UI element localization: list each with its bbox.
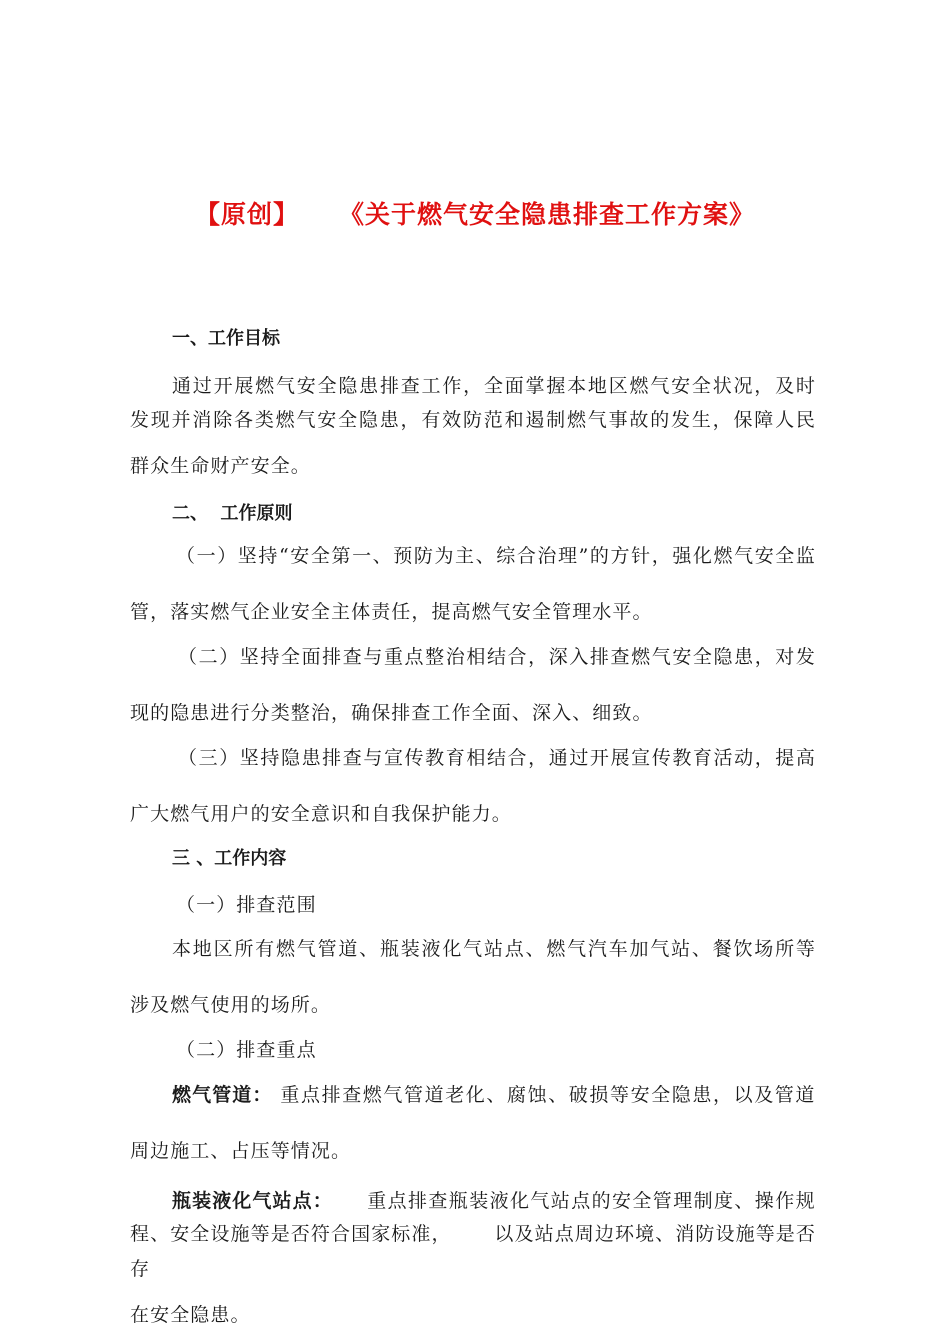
paragraph-line: 存	[130, 1258, 151, 1280]
paragraph-line: 涉及燃气使用的场所。	[130, 994, 332, 1016]
paragraph-line: 管，落实燃气企业安全主体责任，提高燃气安全管理水平。	[130, 601, 653, 623]
document-title	[0, 195, 950, 231]
paragraph-line: 广大燃气用户的安全意识和自我保护能力。	[130, 803, 512, 825]
subheading-scope: （一）排查范围	[176, 894, 317, 916]
subheading-focus: （二）排查重点	[176, 1039, 317, 1061]
paragraph-line	[172, 1080, 816, 1107]
paragraph-line: 在安全隐患。	[130, 1304, 251, 1326]
paragraph-line: 本地区所有燃气管道、瓶装液化气站点、燃气汽车加气站、餐饮场所等	[172, 938, 816, 960]
lpg-text-part: 程、安全设施等是否符合国家标准，	[130, 1223, 452, 1245]
paragraph-line	[172, 1186, 816, 1213]
paragraph-line: 发现并消除各类燃气安全隐患，有效防范和遏制燃气事故的发生，保障人民	[130, 409, 816, 431]
title-tag: 【原创】	[194, 200, 299, 229]
lpg-text: 重点排查瓶装液化气站点的安全管理制度、操作规	[367, 1190, 816, 1212]
section-heading-content: 三 、工作内容	[172, 848, 287, 869]
paragraph-line: 周边施工、占压等情况。	[130, 1140, 352, 1162]
lpg-lead: 瓶装液化气站点：	[172, 1190, 333, 1212]
paragraph-line: 通过开展燃气安全隐患排查工作，全面掌握本地区燃气安全状况，及时	[172, 375, 816, 397]
lpg-text-part: 以及站点周边环境、消防设施等是否	[494, 1223, 816, 1245]
title-text: 《关于燃气安全隐患排查工作方案》	[339, 200, 756, 229]
paragraph-line	[130, 1219, 816, 1246]
paragraph-line: 群众生命财产安全。	[130, 455, 311, 477]
pipe-lead: 燃气管道：	[172, 1084, 273, 1106]
section-heading-principles: 二、 工作原则	[172, 503, 293, 524]
paragraph-line: （三）坚持隐患排查与宣传教育相结合，通过开展宣传教育活动，提高	[178, 747, 816, 769]
paragraph-line: （二）坚持全面排查与重点整治相结合，深入排查燃气安全隐患，对发	[178, 646, 816, 668]
pipe-text: 重点排查燃气管道老化、腐蚀、破损等安全隐患，以及管道	[280, 1084, 816, 1106]
paragraph-line: 现的隐患进行分类整治，确保排查工作全面、深入、细致。	[130, 702, 653, 724]
section-heading-goals: 一、工作目标	[172, 328, 280, 349]
paragraph-line: （一）坚持“安全第一、预防为主、综合治理”的方针，强化燃气安全监	[176, 545, 816, 567]
